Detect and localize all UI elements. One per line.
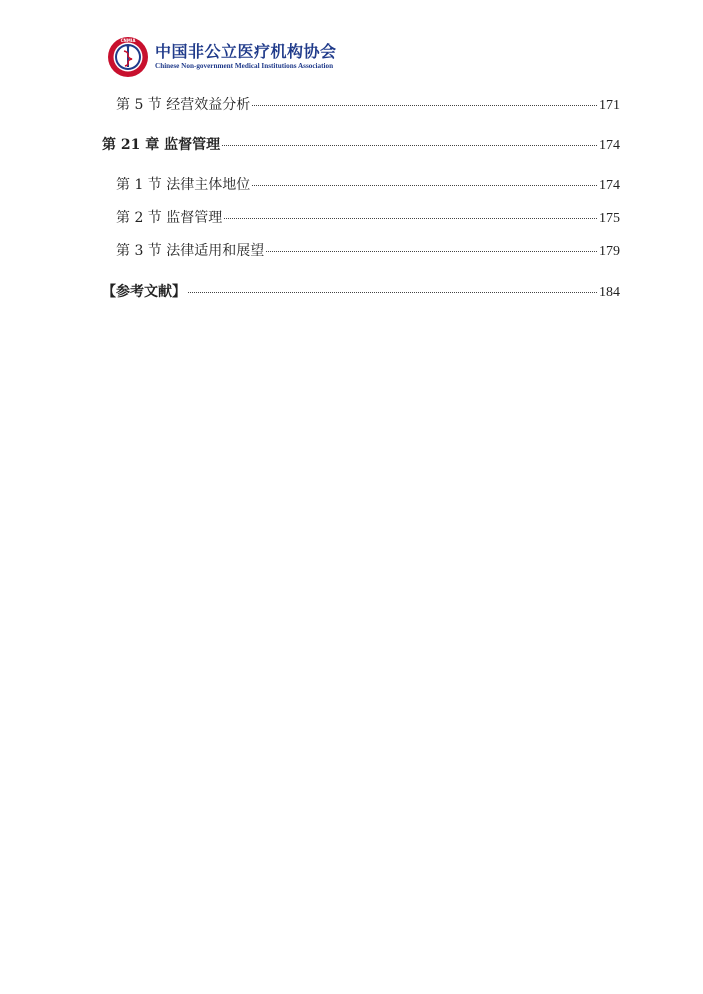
toc-entry[interactable] xyxy=(116,241,620,261)
toc-entry-page: 175 xyxy=(599,211,620,226)
toc-entry-title: 第 1 节 法律主体地位 xyxy=(116,177,251,193)
toc-entry[interactable] xyxy=(116,208,620,228)
toc-entry[interactable] xyxy=(116,175,620,195)
toc-entry-page: 174 xyxy=(599,138,620,153)
toc-references-entry[interactable] xyxy=(102,282,620,302)
toc-chapter-entry[interactable] xyxy=(102,135,620,155)
toc-leader-dots xyxy=(188,292,597,293)
association-logo-icon xyxy=(107,36,149,78)
toc-entry[interactable] xyxy=(116,95,620,115)
toc-entry-title: 【参考文献】 xyxy=(102,284,186,300)
toc-entry-title: 第 5 节 经营效益分析 xyxy=(116,97,251,113)
toc-leader-dots xyxy=(266,251,597,252)
page-header xyxy=(107,34,337,80)
org-name-en: Chinese Non-government Medical Institutions Association xyxy=(155,62,334,70)
toc-entry-page: 179 xyxy=(599,244,620,259)
toc-entry-page: 184 xyxy=(599,285,620,300)
toc-entry-page: 171 xyxy=(599,98,620,113)
toc-entry-page: 174 xyxy=(599,178,620,193)
toc-entry-title: 第 2 节 监督管理 xyxy=(116,210,223,226)
toc-leader-dots xyxy=(224,218,597,219)
toc-leader-dots xyxy=(222,145,597,146)
toc-entry-title: 第 21 章 监督管理 xyxy=(102,137,221,153)
org-name: 中国非公立医疗机构协会 xyxy=(155,42,337,61)
toc-leader-dots xyxy=(252,105,597,106)
toc-entry-title: 第 3 节 法律适用和展望 xyxy=(116,243,265,259)
toc-leader-dots xyxy=(252,185,597,186)
logo-ring-text: CNMIA xyxy=(120,38,136,44)
